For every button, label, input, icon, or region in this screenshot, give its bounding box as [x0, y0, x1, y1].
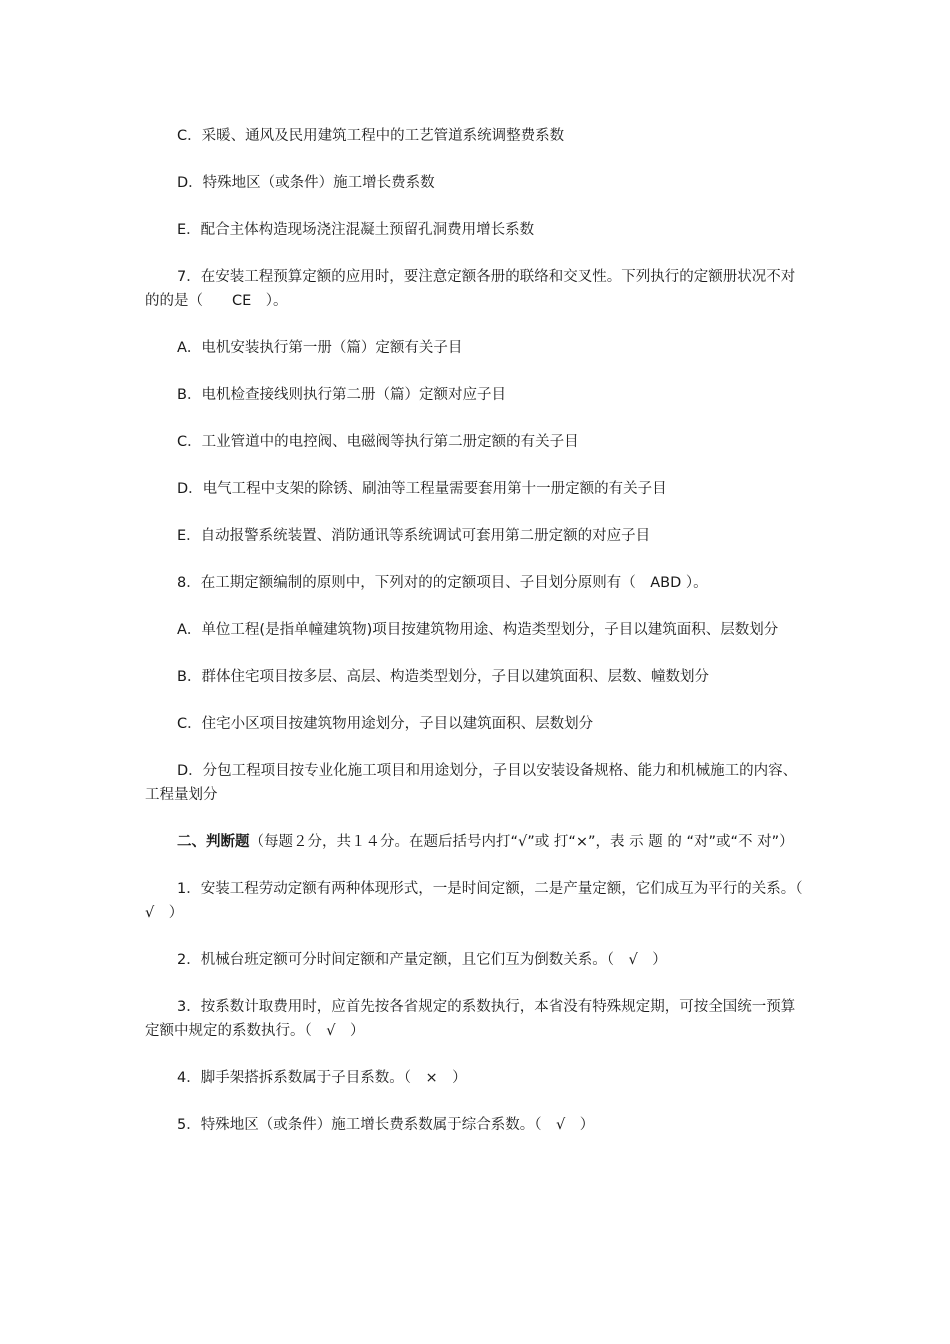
q7-option-d: D．电气工程中支架的除锈、刷油等工程量需要套用第十一册定额的有关子目: [177, 481, 667, 497]
judge-item-2: 2．机械台班定额可分时间定额和产量定额，且它们互为倒数关系。（ √ ）: [177, 952, 667, 968]
judge-item-3: 3．按系数计取费用时，应首先按各省规定的系数执行，本省没有特殊规定期，可按全国统一预算定额中规定的系数执行。（ √ ）: [145, 999, 796, 1039]
option-d-line: D．特殊地区（或条件）施工增长费系数: [177, 175, 435, 191]
q7-option-c: C．工业管道中的电控阀、电磁阀等执行第二册定额的有关子目: [177, 434, 579, 450]
judge-item-4: 4．脚手架搭拆系数属于子目系数。（ × ）: [177, 1070, 467, 1086]
q7-option-a: A．电机安装执行第一册（篇）定额有关子目: [177, 340, 463, 356]
judge-item-1: 1．安装工程劳动定额有两种体现形式，一是时间定额，二是产量定额，它们成互为平行的关系。（ √ ）: [145, 881, 817, 921]
q7-option-b: B．电机检查接线则执行第二册（篇）定额对应子目: [177, 387, 506, 403]
document-body: [145, 124, 817, 1160]
section-2-heading: 二、判断题: [177, 834, 250, 850]
section-2-instructions: （每题２分，共１４分。在题后括号内打“√”或 打“×”，表 示 题 的 “对”或“不 对”）: [249, 834, 794, 850]
q8-option-b: B．群体住宅项目按多层、高层、构造类型划分，子目以建筑面积、层数、幢数划分: [177, 669, 709, 685]
q8-option-a: A．单位工程(是指单幢建筑物)项目按建筑物用途、构造类型划分，子目以建筑面积、层数划分: [177, 622, 779, 638]
q8-option-d: D．分包工程项目按专业化施工项目和用途划分，子目以安装设备规格、能力和机械施工的内容、工程量划分: [145, 763, 798, 803]
q8-option-c: C．住宅小区项目按建筑物用途划分，子目以建筑面积、层数划分: [177, 716, 594, 732]
q7-option-e: E．自动报警系统装置、消防通讯等系统调试可套用第二册定额的对应子目: [177, 528, 651, 544]
judge-item-5: 5．特殊地区（或条件）施工增长费系数属于综合系数。（ √ ）: [177, 1117, 595, 1133]
section-2-heading-line: [145, 830, 805, 854]
question-7: 7．在安装工程预算定额的应用时，要注意定额各册的联络和交叉性。下列执行的定额册状况不对的的是（ CE ）。: [145, 269, 796, 309]
question-8: 8．在工期定额编制的原则中，下列对的的定额项目、子目划分原则有（ ABD ）。: [177, 575, 708, 591]
option-c-line: C．采暖、通风及民用建筑工程中的工艺管道系统调整费系数: [177, 128, 565, 144]
option-e-line: E．配合主体构造现场浇注混凝土预留孔洞费用增长系数: [177, 222, 535, 238]
